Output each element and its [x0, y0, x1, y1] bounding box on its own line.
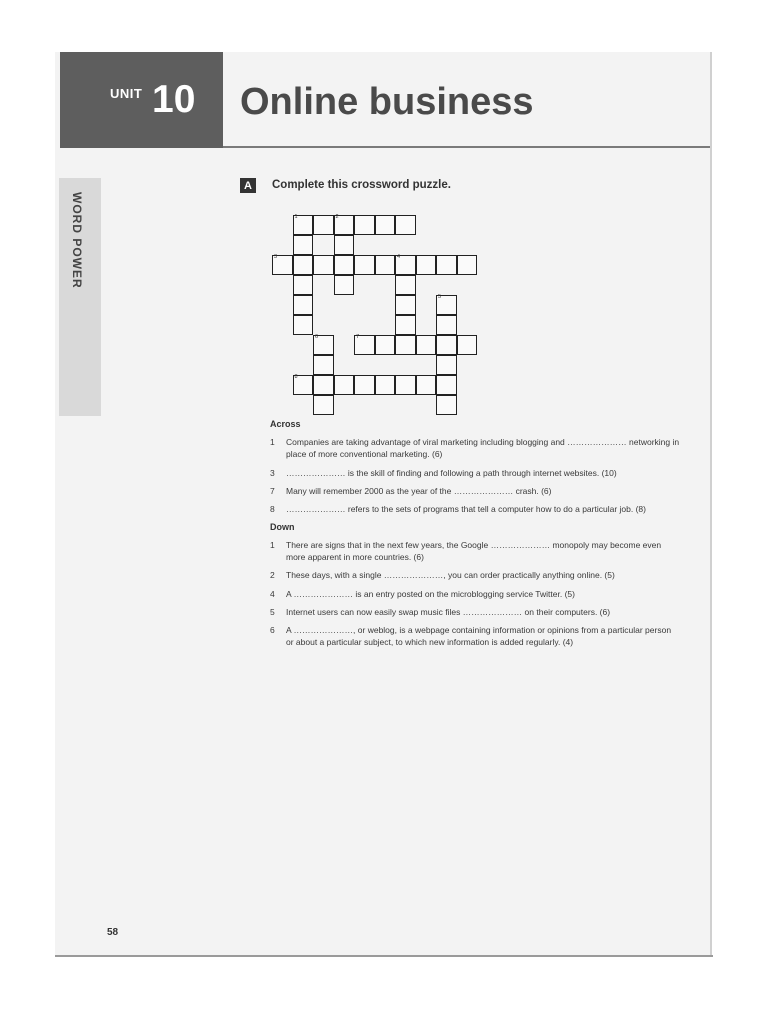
across-clue	[270, 485, 680, 497]
clue-number: 8	[270, 504, 275, 515]
crossword-cell[interactable]	[457, 335, 478, 355]
crossword-cell-number: 3	[274, 254, 278, 260]
crossword-cell[interactable]	[395, 275, 416, 295]
across-clue-list	[270, 436, 680, 516]
side-tab-label: WORD POWER	[70, 192, 84, 289]
crossword-cell[interactable]	[293, 295, 314, 315]
across-clue	[270, 467, 680, 479]
crossword-cell[interactable]	[395, 295, 416, 315]
clue-number: 5	[270, 606, 275, 617]
crossword-cell[interactable]	[395, 315, 416, 335]
crossword-cell[interactable]	[436, 395, 457, 415]
crossword-grid[interactable]	[272, 215, 492, 415]
clue-text: Companies are taking advantage of viral marketing including blogging and ………………… networking in place of more conventional marketing. (6)	[286, 437, 680, 460]
crossword-cell[interactable]	[416, 375, 437, 395]
across-clue	[270, 503, 680, 515]
crossword-cell[interactable]	[293, 375, 314, 395]
down-clue	[270, 539, 680, 564]
clue-text: ………………… refers to the sets of programs that tell a computer how to do a particular job. (8)	[286, 504, 646, 515]
crossword-cell-number: 5	[438, 294, 442, 300]
crossword-cell[interactable]	[334, 235, 355, 255]
crossword-cell[interactable]	[395, 375, 416, 395]
crossword-cell[interactable]	[313, 355, 334, 375]
crossword-cell[interactable]	[436, 335, 457, 355]
unit-label: UNIT	[110, 86, 143, 101]
section-badge: A	[240, 178, 256, 193]
crossword-cell[interactable]	[334, 375, 355, 395]
crossword-cell-number: 4	[397, 254, 401, 260]
crossword-cell[interactable]	[375, 215, 396, 235]
clue-text: Internet users can now easily swap music files ………………… on their computers. (6)	[286, 606, 611, 617]
crossword-cell[interactable]	[293, 315, 314, 335]
page-title: Online business	[240, 81, 534, 123]
clue-number: 2	[270, 570, 275, 581]
crossword-cell-number: 1	[294, 214, 298, 220]
crossword-cell-number: 6	[315, 334, 319, 340]
crossword-cell[interactable]	[313, 335, 334, 355]
crossword-cell[interactable]	[416, 335, 437, 355]
exercise-instruction: Complete this crossword puzzle.	[272, 179, 451, 191]
clue-number: 6	[270, 625, 275, 636]
clue-number: 1	[270, 539, 275, 550]
crossword-cell[interactable]	[313, 255, 334, 275]
down-clue	[270, 624, 680, 649]
crossword-cell[interactable]	[375, 255, 396, 275]
crossword-cell[interactable]	[293, 235, 314, 255]
page-bottom-rule	[55, 955, 713, 957]
clue-number: 1	[270, 437, 275, 447]
clue-text: ………………… is the skill of finding and following a path through internet websites. (10)	[286, 467, 617, 478]
page-number: 58	[107, 927, 119, 938]
clue-text: Many will remember 2000 as the year of the ………………… crash. (6)	[286, 485, 552, 496]
down-clue	[270, 588, 680, 600]
crossword-cell[interactable]	[293, 215, 314, 235]
crossword-cell[interactable]	[354, 335, 375, 355]
down-clue	[270, 606, 680, 618]
crossword-cell[interactable]	[354, 375, 375, 395]
crossword-cell[interactable]	[334, 255, 355, 275]
crossword-cell[interactable]	[436, 255, 457, 275]
across-heading: Across	[270, 419, 301, 429]
crossword-cell[interactable]	[334, 275, 355, 295]
header-rule	[223, 146, 710, 148]
crossword-cell[interactable]	[293, 255, 314, 275]
crossword-cell[interactable]	[436, 375, 457, 395]
crossword-cell[interactable]	[354, 255, 375, 275]
clue-number: 4	[270, 588, 275, 599]
clues-section	[270, 419, 680, 655]
clue-number: 7	[270, 485, 275, 496]
crossword-cell[interactable]	[293, 275, 314, 295]
crossword-cell[interactable]	[354, 215, 375, 235]
crossword-cell[interactable]	[395, 215, 416, 235]
crossword-cell[interactable]	[375, 375, 396, 395]
crossword-cell[interactable]	[457, 255, 478, 275]
down-clue-list	[270, 539, 680, 649]
clue-number: 3	[270, 467, 275, 478]
across-clue	[270, 436, 680, 461]
crossword-cell[interactable]	[334, 215, 355, 235]
crossword-cell[interactable]	[395, 255, 416, 275]
crossword-cell[interactable]	[436, 355, 457, 375]
crossword-cell[interactable]	[375, 335, 396, 355]
down-heading: Down	[270, 521, 295, 532]
crossword-cell-number: 8	[294, 374, 298, 380]
crossword-cell[interactable]	[395, 335, 416, 355]
crossword-cell[interactable]	[416, 255, 437, 275]
crossword-cell[interactable]	[436, 315, 457, 335]
clue-text: These days, with a single …………………, you can order practically anything online. (5)	[286, 570, 615, 581]
unit-number: 10	[152, 78, 196, 121]
crossword-cell-number: 7	[356, 334, 360, 340]
crossword-cell[interactable]	[313, 375, 334, 395]
crossword-cell[interactable]	[436, 295, 457, 315]
crossword-cell[interactable]	[313, 215, 334, 235]
crossword-cell-number: 2	[335, 214, 339, 220]
crossword-cell[interactable]	[313, 395, 334, 415]
down-clue	[270, 569, 680, 581]
crossword-cell[interactable]	[272, 255, 293, 275]
clue-text: There are signs that in the next few years, the Google ………………… monopoly may become even more apparent in more countries. (6)	[286, 539, 662, 562]
clue-text: A ………………… is an entry posted on the microblogging service Twitter. (5)	[286, 588, 575, 599]
clue-text: A …………………, or weblog, is a webpage containing information or opinions from a particular person or about a particular subject, to which new information is added regularly. (4)	[286, 625, 672, 648]
